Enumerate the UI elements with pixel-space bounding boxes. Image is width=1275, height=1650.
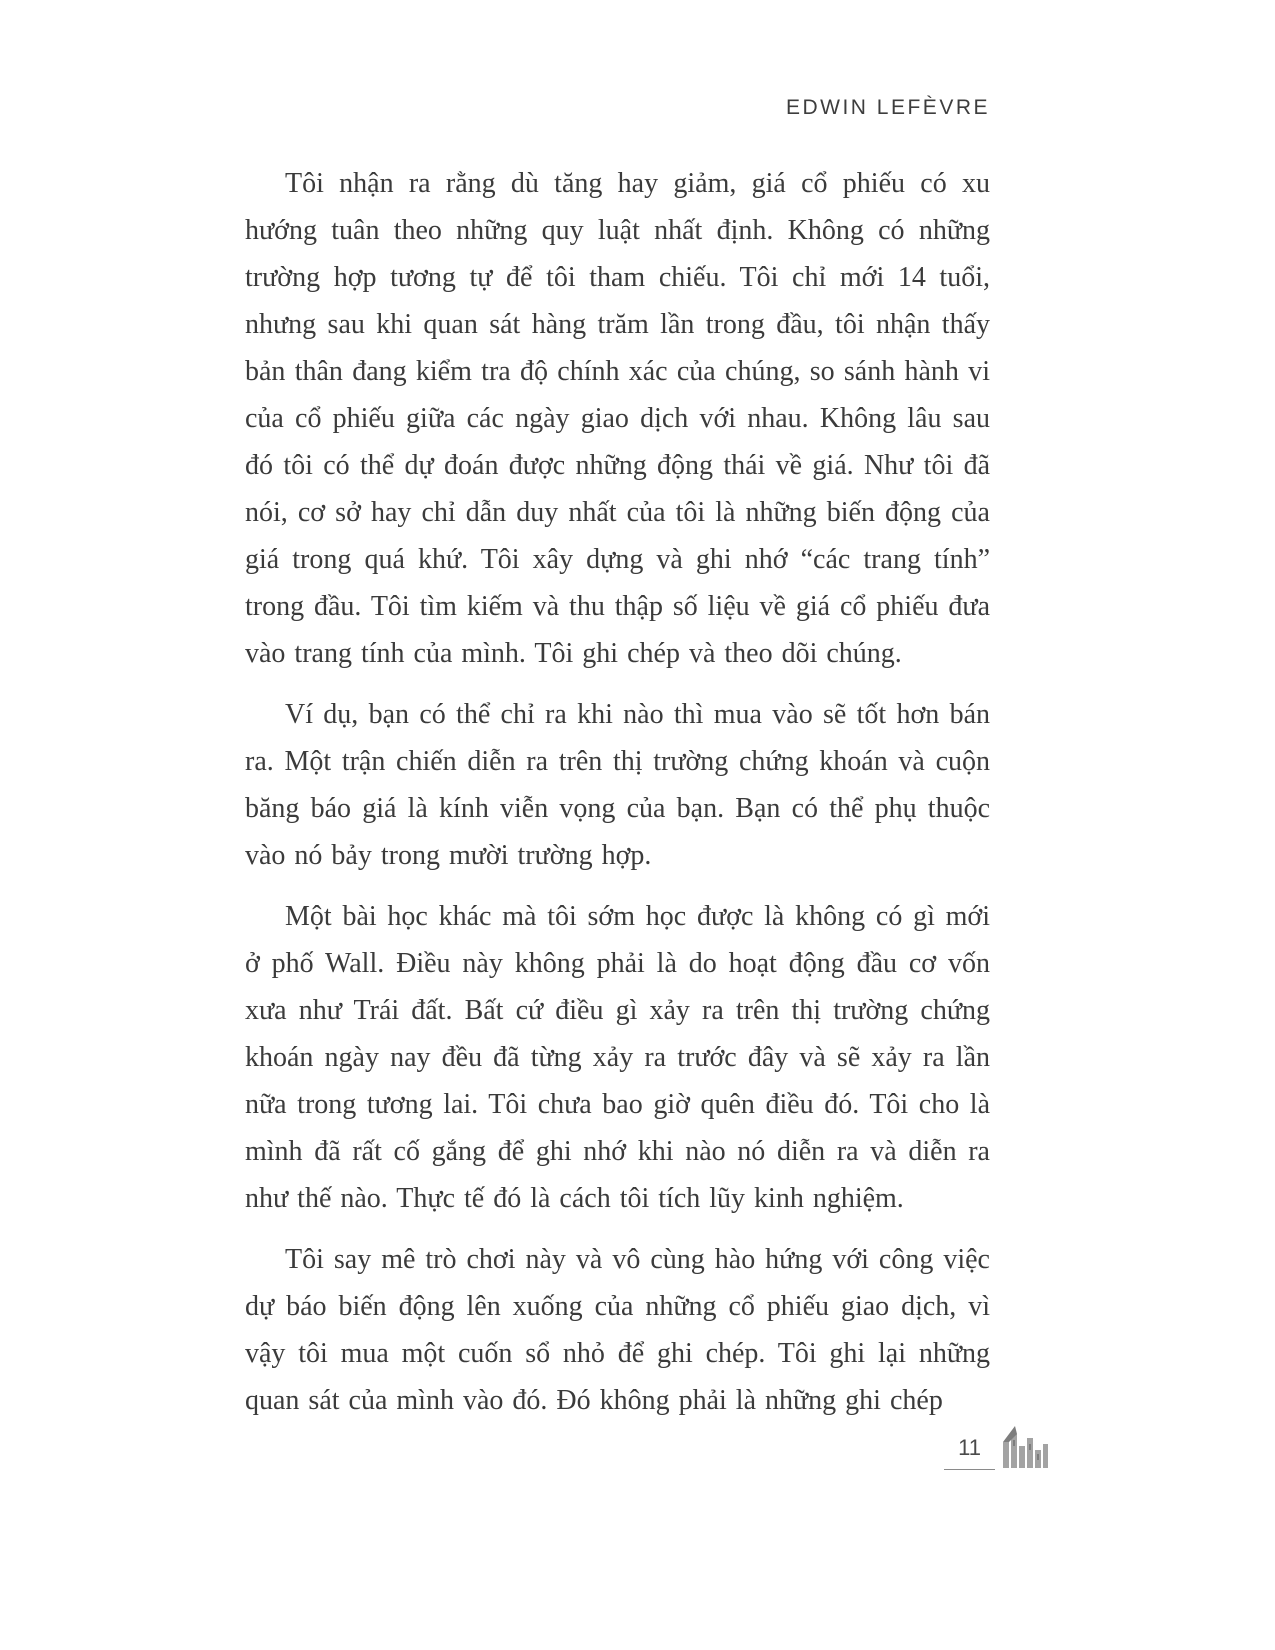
- page-body-text: [245, 160, 990, 1438]
- running-header-author: EDWIN LEFÈVRE: [785, 96, 990, 119]
- page-footer: [944, 1422, 1049, 1470]
- paragraph: Tôi say mê trò chơi này và vô cùng hào hứng với công việc dự báo biến động lên xuống của những cổ phiếu giao dịch, vì vậy tôi mua một cuốn sổ nhỏ để ghi chép. Tôi ghi lại những quan sát của mình vào đó. Đó không phải là những ghi chép: [245, 1244, 990, 1416]
- paragraph: Một bài học khác mà tôi sớm học được là không có gì mới ở phố Wall. Điều này không phải là do hoạt động đầu cơ vốn xưa như Trái đất. Bất cứ điều gì xảy ra trên thị trường chứng khoán ngày nay đều đã từng xảy ra trước đây và sẽ xảy ra lần nữa trong tương lai. Tôi chưa bao giờ quên điều đó. Tôi cho là mình đã rất cố gắng để ghi nhớ khi nào nó diễn ra và diễn ra như thế nào. Thực tế đó là cách tôi tích lũy kinh nghiệm.: [245, 901, 990, 1214]
- paragraph: Ví dụ, bạn có thể chỉ ra khi nào thì mua vào sẽ tốt hơn bán ra. Một trận chiến diễn ra trên thị trường chứng khoán và cuộn băng báo giá là kính viễn vọng của bạn. Bạn có thể phụ thuộc vào nó bảy trong mười trường hợp.: [245, 699, 990, 871]
- page-number: 11: [944, 1435, 995, 1470]
- publisher-skyline-logo-icon: [1001, 1422, 1049, 1470]
- paragraph: Tôi nhận ra rằng dù tăng hay giảm, giá cổ phiếu có xu hướng tuân theo những quy luật nhất định. Không có những trường hợp tương tự để tôi tham chiếu. Tôi chỉ mới 14 tuổi, nhưng sau khi quan sát hàng trăm lần trong đầu, tôi nhận thấy bản thân đang kiểm tra độ chính xác của chúng, so sánh hành vi của cổ phiếu giữa các ngày giao dịch với nhau. Không lâu sau đó tôi có thể dự đoán được những động thái về giá. Như tôi đã nói, cơ sở hay chỉ dẫn duy nhất của tôi là những biến động của giá trong quá khứ. Tôi xây dựng và ghi nhớ “các trang tính” trong đầu. Tôi tìm kiếm và thu thập số liệu về giá cổ phiếu đưa vào trang tính của mình. Tôi ghi chép và theo dõi chúng.: [245, 168, 990, 669]
